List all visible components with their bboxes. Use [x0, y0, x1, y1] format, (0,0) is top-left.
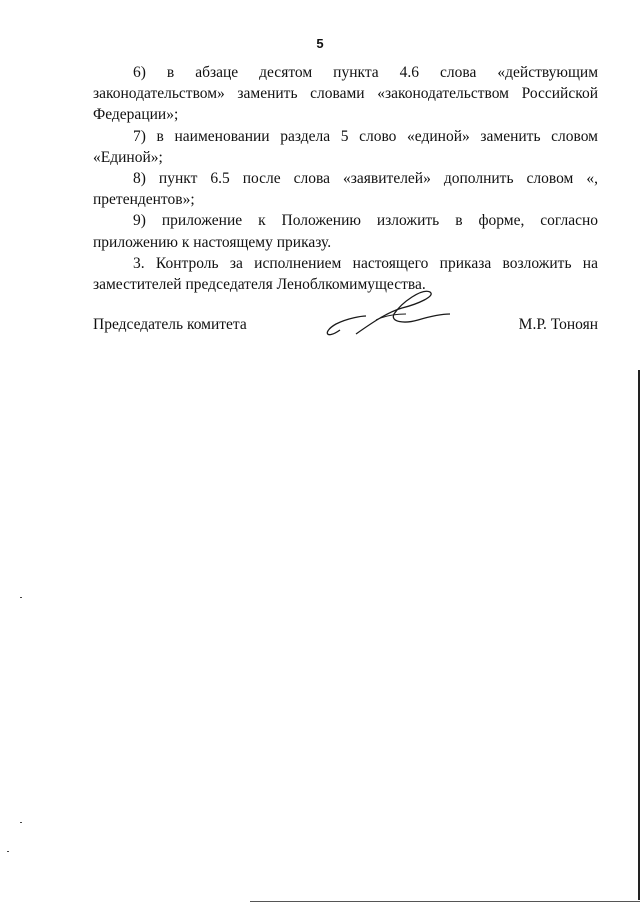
page-number: 5	[316, 36, 324, 51]
scan-speck	[20, 822, 22, 823]
signatory-title: Председатель комитета	[93, 316, 247, 333]
scan-speck	[7, 851, 9, 852]
list-item: 7) в наименовании раздела 5 слово «единой» заменить словом «Единой»;	[93, 127, 598, 166]
document-body	[93, 62, 598, 295]
handwritten-signature	[318, 286, 453, 346]
list-item: 8) пункт 6.5 после слова «заявителей» дополнить словом «, претендентов»;	[93, 170, 598, 209]
scan-bottom-line	[250, 901, 640, 902]
list-item: 9) приложение к Положению изложить в форме, согласно приложению к настоящему приказу.	[93, 212, 598, 251]
list-item: 6) в абзаце десятом пункта 4.6 слова «действующим законодательством» заменить словами «законодательством Российской Федерации»;	[93, 64, 598, 124]
signatory-name: М.Р. Тоноян	[518, 316, 598, 333]
list-item: 3. Контроль за исполнением настоящего приказа возложить на заместителей председателя Леноблкомимущества.	[93, 254, 598, 294]
scan-speck	[20, 597, 22, 598]
